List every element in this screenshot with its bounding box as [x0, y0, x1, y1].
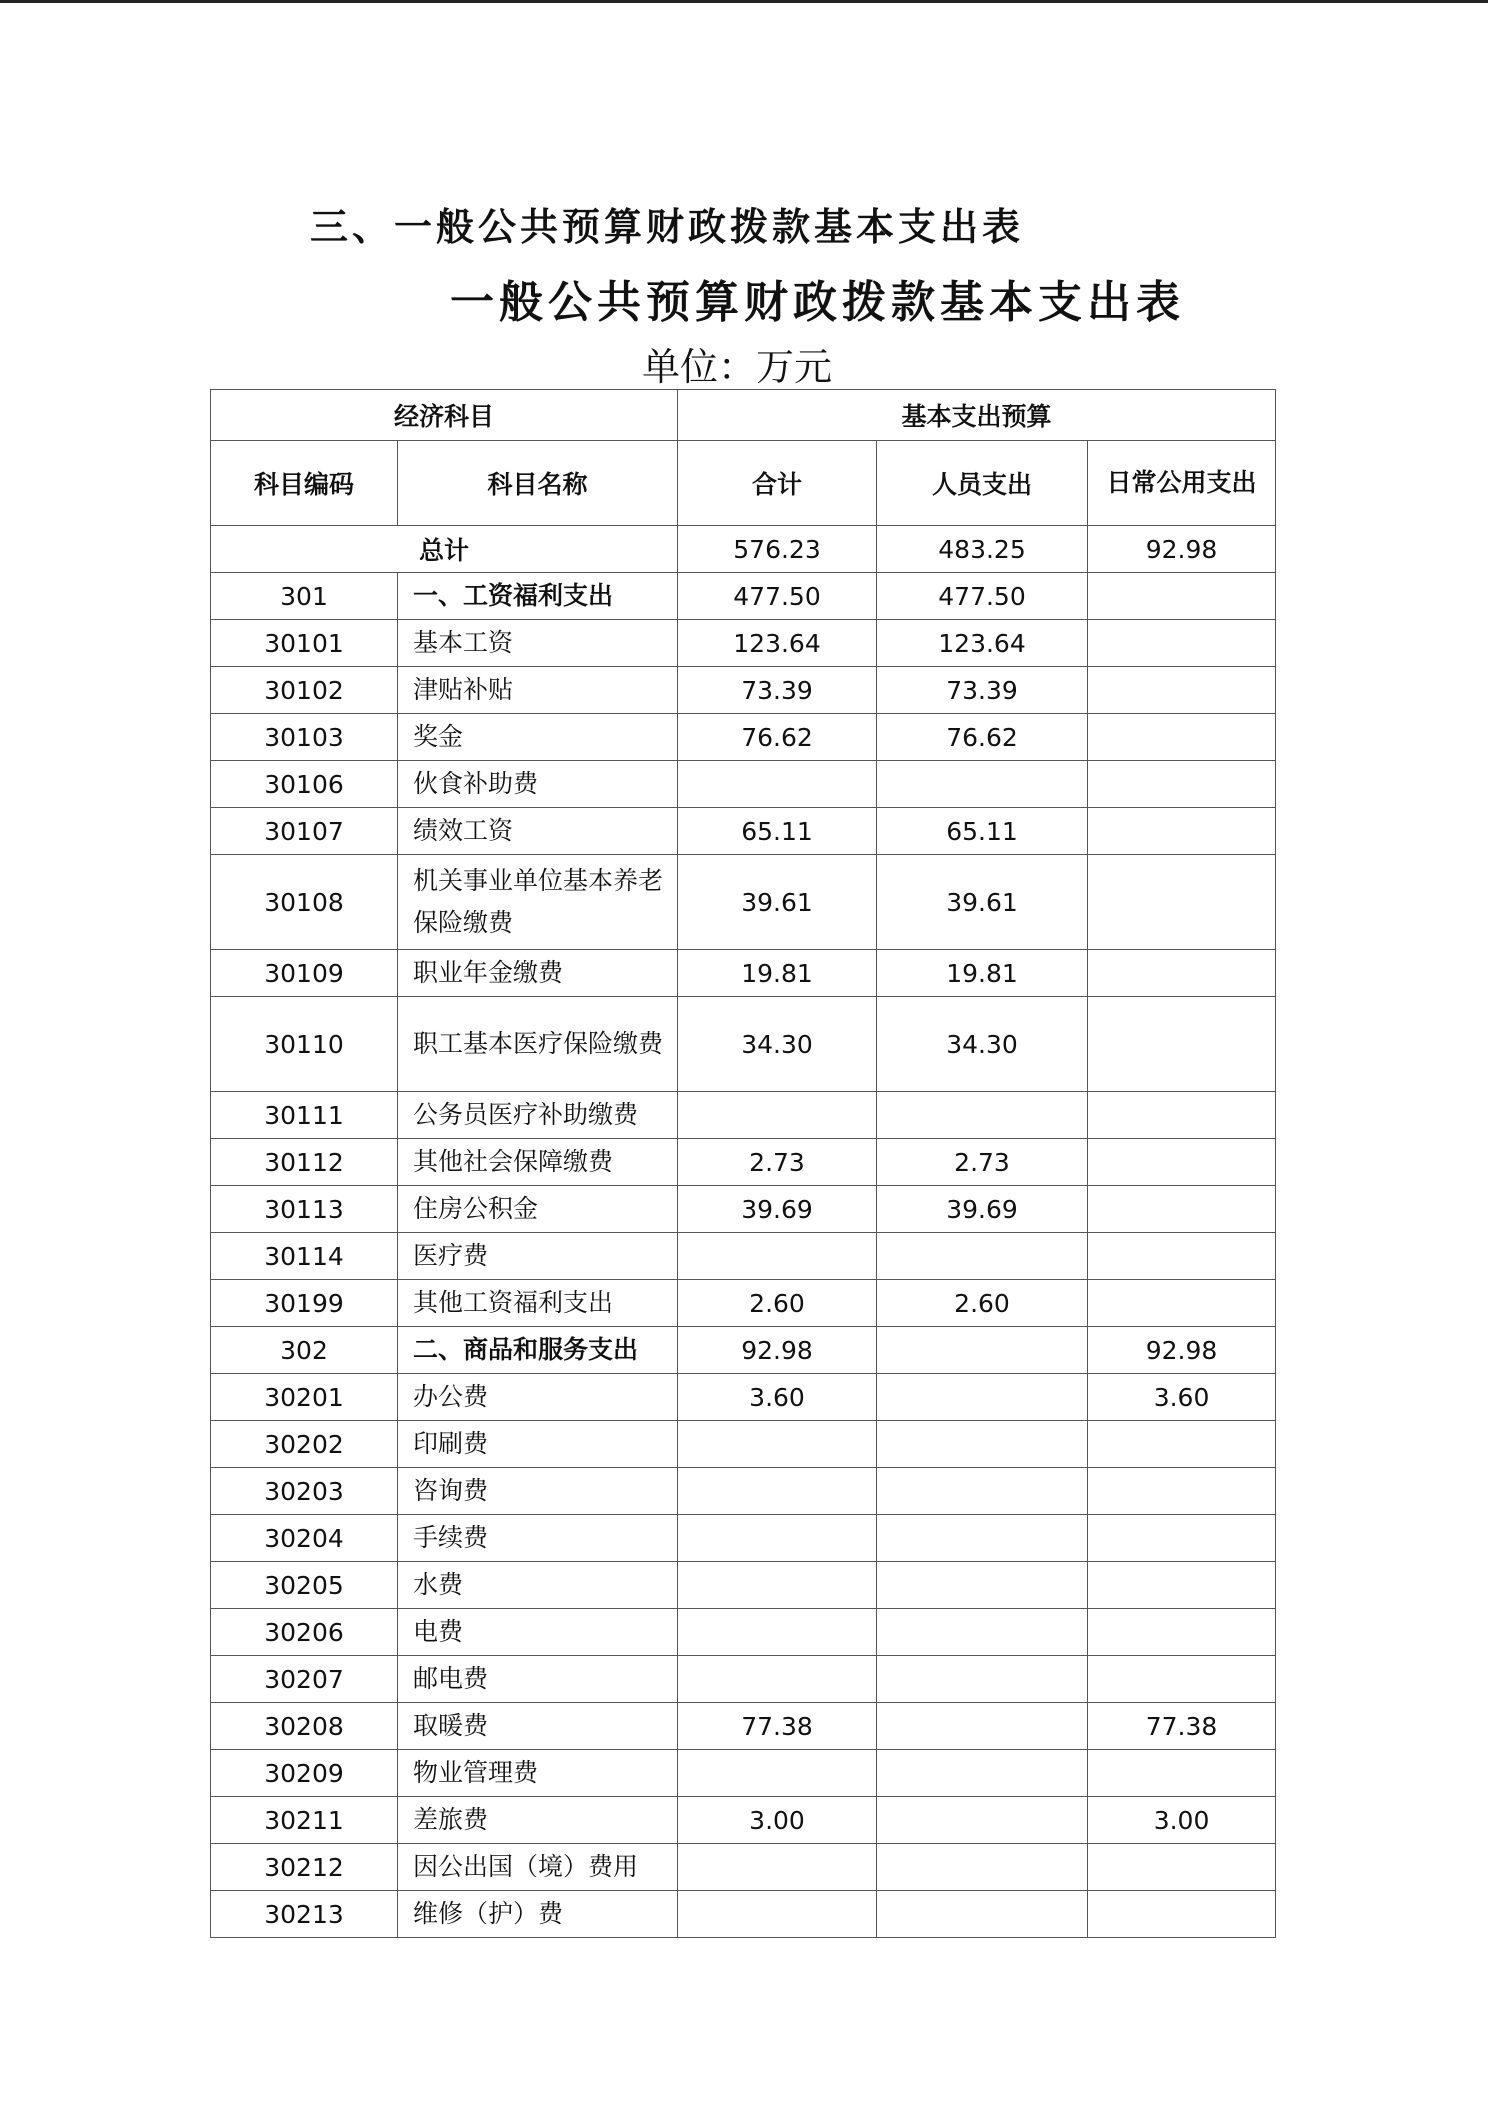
row-name: 取暖费 [398, 1703, 678, 1750]
row-name: 印刷费 [398, 1421, 678, 1468]
row-personnel [877, 1233, 1088, 1280]
row-public-use [1088, 950, 1276, 997]
page-top-border [0, 0, 1488, 3]
table-row [211, 573, 1276, 620]
row-name: 其他工资福利支出 [398, 1280, 678, 1327]
row-name: 公务员医疗补助缴费 [398, 1092, 678, 1139]
row-public-use: 77.38 [1088, 1703, 1276, 1750]
row-personnel [877, 1609, 1088, 1656]
table-row [211, 997, 1276, 1092]
row-code: 30208 [211, 1703, 398, 1750]
row-total: 39.61 [678, 855, 877, 950]
row-name: 伙食补助费 [398, 761, 678, 808]
row-code: 30106 [211, 761, 398, 808]
row-public-use: 3.60 [1088, 1374, 1276, 1421]
table-row [211, 1092, 1276, 1139]
unit-label: 单位：万元 [642, 345, 833, 389]
row-code: 30204 [211, 1515, 398, 1562]
row-public-use: 3.00 [1088, 1797, 1276, 1844]
row-total [678, 1515, 877, 1562]
row-code: 30206 [211, 1609, 398, 1656]
header-total: 合计 [678, 441, 877, 526]
header-row-1 [211, 390, 1276, 441]
row-total [678, 761, 877, 808]
row-public-use [1088, 1139, 1276, 1186]
row-code: 30209 [211, 1750, 398, 1797]
row-public-use [1088, 1750, 1276, 1797]
row-total: 3.60 [678, 1374, 877, 1421]
row-public-use [1088, 1656, 1276, 1703]
row-personnel [877, 1750, 1088, 1797]
table-row [211, 1186, 1276, 1233]
table-row [211, 808, 1276, 855]
table-row [211, 1327, 1276, 1374]
row-personnel: 19.81 [877, 950, 1088, 997]
row-personnel [877, 1844, 1088, 1891]
row-total: 65.11 [678, 808, 877, 855]
row-personnel: 65.11 [877, 808, 1088, 855]
row-code: 30212 [211, 1844, 398, 1891]
row-personnel [877, 1656, 1088, 1703]
row-name: 一、工资福利支出 [398, 573, 678, 620]
row-name: 二、商品和服务支出 [398, 1327, 678, 1374]
row-personnel: 39.69 [877, 1186, 1088, 1233]
row-total: 73.39 [678, 667, 877, 714]
row-personnel: 477.50 [877, 573, 1088, 620]
row-total [678, 1891, 877, 1938]
table-row [211, 1280, 1276, 1327]
row-personnel: 73.39 [877, 667, 1088, 714]
row-code: 30201 [211, 1374, 398, 1421]
row-name: 差旅费 [398, 1797, 678, 1844]
header-public-use: 日常公用支出 [1088, 441, 1276, 526]
row-code: 30111 [211, 1092, 398, 1139]
total-public-use: 92.98 [1088, 526, 1276, 573]
table-row [211, 1468, 1276, 1515]
row-name: 基本工资 [398, 620, 678, 667]
row-total [678, 1421, 877, 1468]
row-code: 30109 [211, 950, 398, 997]
table-row [211, 1515, 1276, 1562]
row-personnel [877, 1515, 1088, 1562]
table-row [211, 1891, 1276, 1938]
row-code: 30199 [211, 1280, 398, 1327]
table-row [211, 1374, 1276, 1421]
row-public-use [1088, 808, 1276, 855]
table-title: 一般公共预算财政拨款基本支出表 [450, 277, 1185, 328]
row-public-use [1088, 1844, 1276, 1891]
row-code: 30205 [211, 1562, 398, 1609]
total-personnel: 483.25 [877, 526, 1088, 573]
row-public-use [1088, 1609, 1276, 1656]
row-personnel [877, 1562, 1088, 1609]
table-row [211, 950, 1276, 997]
row-personnel: 39.61 [877, 855, 1088, 950]
row-total [678, 1233, 877, 1280]
row-total [678, 1092, 877, 1139]
row-public-use [1088, 1562, 1276, 1609]
row-code: 30108 [211, 855, 398, 950]
row-name: 水费 [398, 1562, 678, 1609]
row-code: 30103 [211, 714, 398, 761]
row-code: 30114 [211, 1233, 398, 1280]
table-row [211, 1656, 1276, 1703]
header-basic-budget: 基本支出预算 [678, 390, 1276, 441]
row-name: 物业管理费 [398, 1750, 678, 1797]
table-row [211, 1797, 1276, 1844]
table-row [211, 1139, 1276, 1186]
header-code: 科目编码 [211, 441, 398, 526]
budget-table [210, 389, 1276, 1938]
row-public-use [1088, 714, 1276, 761]
table-row [211, 1703, 1276, 1750]
header-row-2 [211, 441, 1276, 526]
row-personnel [877, 761, 1088, 808]
row-total: 123.64 [678, 620, 877, 667]
row-personnel: 76.62 [877, 714, 1088, 761]
row-total: 19.81 [678, 950, 877, 997]
row-code: 30101 [211, 620, 398, 667]
row-total: 76.62 [678, 714, 877, 761]
row-name: 奖金 [398, 714, 678, 761]
row-code: 30112 [211, 1139, 398, 1186]
row-personnel [877, 1421, 1088, 1468]
row-name: 医疗费 [398, 1233, 678, 1280]
table-row [211, 1562, 1276, 1609]
row-public-use [1088, 1421, 1276, 1468]
row-total: 3.00 [678, 1797, 877, 1844]
row-public-use [1088, 1891, 1276, 1938]
table-row [211, 1421, 1276, 1468]
row-name: 津贴补贴 [398, 667, 678, 714]
budget-table-body [211, 390, 1276, 1938]
row-code: 301 [211, 573, 398, 620]
row-name: 手续费 [398, 1515, 678, 1562]
row-total [678, 1609, 877, 1656]
row-code: 30102 [211, 667, 398, 714]
row-personnel [877, 1468, 1088, 1515]
table-row [211, 1233, 1276, 1280]
header-econ-subject: 经济科目 [211, 390, 678, 441]
row-name: 维修（护）费 [398, 1891, 678, 1938]
row-public-use [1088, 1515, 1276, 1562]
table-row [211, 620, 1276, 667]
section-heading: 三、一般公共预算财政拨款基本支出表 [310, 204, 1025, 249]
row-personnel [877, 1891, 1088, 1938]
row-public-use [1088, 1233, 1276, 1280]
row-personnel [877, 1703, 1088, 1750]
total-label: 总计 [211, 526, 678, 573]
row-code: 30207 [211, 1656, 398, 1703]
table-row [211, 1844, 1276, 1891]
row-public-use [1088, 1280, 1276, 1327]
row-name: 咨询费 [398, 1468, 678, 1515]
row-name: 邮电费 [398, 1656, 678, 1703]
row-total [678, 1750, 877, 1797]
row-total: 77.38 [678, 1703, 877, 1750]
row-code: 30211 [211, 1797, 398, 1844]
row-personnel [877, 1327, 1088, 1374]
row-total: 2.73 [678, 1139, 877, 1186]
row-public-use [1088, 761, 1276, 808]
row-code: 30202 [211, 1421, 398, 1468]
total-total: 576.23 [678, 526, 877, 573]
row-name: 因公出国（境）费用 [398, 1844, 678, 1891]
row-public-use [1088, 1468, 1276, 1515]
row-name: 机关事业单位基本养老保险缴费 [398, 855, 678, 950]
table-row [211, 761, 1276, 808]
total-row [211, 526, 1276, 573]
row-name: 住房公积金 [398, 1186, 678, 1233]
row-personnel [877, 1797, 1088, 1844]
table-row [211, 855, 1276, 950]
row-personnel: 2.60 [877, 1280, 1088, 1327]
row-personnel [877, 1374, 1088, 1421]
row-name: 电费 [398, 1609, 678, 1656]
row-public-use [1088, 855, 1276, 950]
row-personnel: 2.73 [877, 1139, 1088, 1186]
row-public-use [1088, 1092, 1276, 1139]
table-row [211, 1750, 1276, 1797]
row-total: 477.50 [678, 573, 877, 620]
row-name: 职工基本医疗保险缴费 [398, 997, 678, 1092]
row-name: 职业年金缴费 [398, 950, 678, 997]
row-personnel: 34.30 [877, 997, 1088, 1092]
row-code: 30107 [211, 808, 398, 855]
row-total [678, 1656, 877, 1703]
row-name: 办公费 [398, 1374, 678, 1421]
row-total: 34.30 [678, 997, 877, 1092]
table-row [211, 1609, 1276, 1656]
row-code: 30110 [211, 997, 398, 1092]
row-public-use [1088, 667, 1276, 714]
row-total [678, 1562, 877, 1609]
row-name: 绩效工资 [398, 808, 678, 855]
row-personnel [877, 1092, 1088, 1139]
row-public-use: 92.98 [1088, 1327, 1276, 1374]
row-code: 30113 [211, 1186, 398, 1233]
row-public-use [1088, 573, 1276, 620]
table-row [211, 714, 1276, 761]
row-public-use [1088, 1186, 1276, 1233]
header-personnel: 人员支出 [877, 441, 1088, 526]
row-total [678, 1468, 877, 1515]
row-total: 2.60 [678, 1280, 877, 1327]
row-name: 其他社会保障缴费 [398, 1139, 678, 1186]
table-row [211, 667, 1276, 714]
row-code: 302 [211, 1327, 398, 1374]
row-total [678, 1844, 877, 1891]
header-name: 科目名称 [398, 441, 678, 526]
row-public-use [1088, 620, 1276, 667]
row-code: 30213 [211, 1891, 398, 1938]
row-total: 92.98 [678, 1327, 877, 1374]
row-public-use [1088, 997, 1276, 1092]
row-personnel: 123.64 [877, 620, 1088, 667]
row-total: 39.69 [678, 1186, 877, 1233]
row-code: 30203 [211, 1468, 398, 1515]
